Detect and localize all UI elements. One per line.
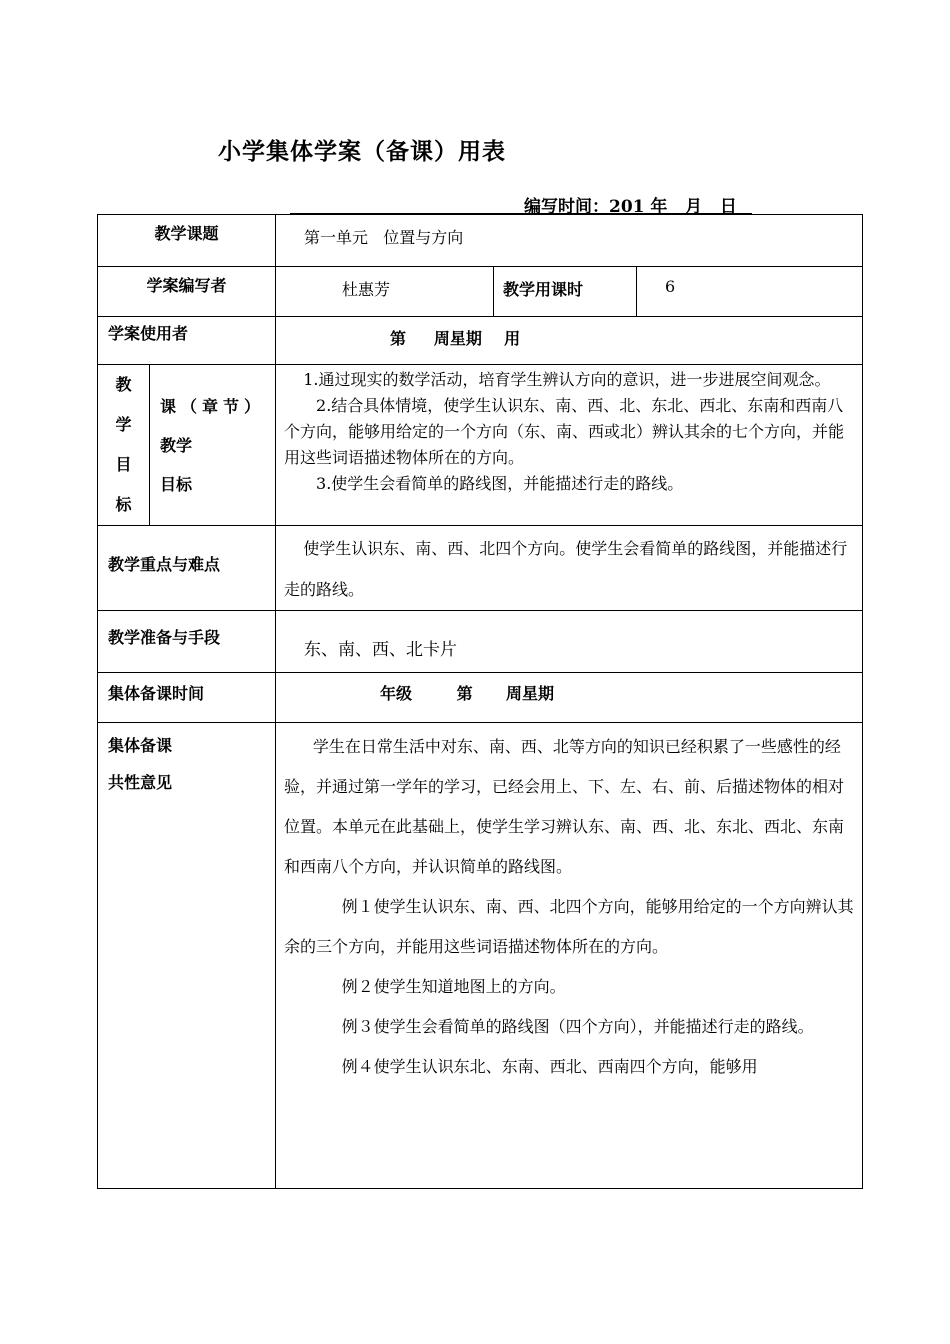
sub-label-line: 教学 — [160, 436, 193, 455]
opinion-paragraph: 例３使学生会看简单的路线图（四个方向），并能描述行走的路线。 — [341, 1017, 814, 1036]
topic-label: 教学课题 — [98, 215, 276, 267]
goals-vertical-label — [98, 365, 150, 526]
vertical-char: 标 — [115, 495, 132, 514]
document-title: 小学集体学案（备课）用表 — [218, 138, 506, 165]
row-prep — [98, 611, 863, 673]
opinion-paragraph: 例４使学生认识东北、东南、西北、西南四个方向，能够用 — [341, 1057, 758, 1076]
author-value: 杜惠芳 — [276, 267, 494, 317]
user-value: 第 周星期 用 — [276, 317, 863, 365]
user-label: 学案使用者 — [98, 317, 276, 365]
hours-label: 教学用课时 — [494, 267, 637, 317]
row-author — [98, 267, 863, 317]
lesson-plan-table — [97, 214, 863, 1189]
opinion-label-line: 集体备课 — [108, 736, 173, 755]
goal-item: 3.使学生会看简单的路线图，并能描述行走的路线。 — [316, 474, 684, 493]
prep-label: 教学准备与手段 — [98, 611, 276, 673]
prep-time-label: 集体备课时间 — [98, 673, 276, 723]
key-points-text: 使学生认识东、南、西、北四个方向。使学生会看简单的路线图，并能描述行走的路线。 — [284, 539, 848, 599]
prep-value: 东、南、西、北卡片 — [276, 611, 863, 673]
row-opinion — [98, 723, 863, 1189]
opinion-paragraph: 学生在日常生活中对东、南、西、北等方向的知识已经积累了一些感性的经验，并通过第一学年的学习，已经会用上、下、左、右、前、后描述物体的相对位置。本单元在此基础上，使学生学习辨认东、南、西、北、东北、西北、东南和西南八个方向，并认识简单的路线图。 — [284, 737, 845, 876]
sub-label-line: 课（章节） — [160, 397, 266, 416]
hours-value: 6 — [637, 267, 863, 317]
vertical-char: 目 — [115, 455, 132, 474]
opinion-paragraph: 例１使学生认识东、南、西、北四个方向，能够用给定的一个方向辨认其余的三个方向，并能用这些词语描述物体所在的方向。 — [284, 897, 854, 956]
author-label: 学案编写者 — [98, 267, 276, 317]
row-prep-time — [98, 673, 863, 723]
opinion-label — [98, 723, 276, 1189]
date-line: 编写时间：201 年 月 日 — [524, 197, 737, 217]
key-points-value — [276, 526, 863, 611]
row-key-points — [98, 526, 863, 611]
topic-value: 第一单元 位置与方向 — [276, 215, 863, 267]
prep-time-value: 年级 第 周星期 — [276, 673, 863, 723]
opinion-paragraph: 例２使学生知道地图上的方向。 — [341, 977, 566, 996]
opinion-content — [276, 723, 863, 1189]
goals-content — [276, 365, 863, 526]
goals-sub-label — [150, 365, 276, 526]
key-points-label: 教学重点与难点 — [98, 526, 276, 611]
vertical-char: 学 — [115, 415, 132, 434]
row-goals — [98, 365, 863, 526]
vertical-char: 教 — [115, 375, 132, 394]
row-user — [98, 317, 863, 365]
sub-label-line: 目标 — [160, 475, 193, 494]
goal-item: 1.通过现实的数学活动，培育学生辨认方向的意识，进一步进展空间观念。 — [303, 370, 831, 389]
goal-item: 2.结合具体情境，使学生认识东、南、西、北、东北、西北、东南和西南八个方向，能够用给定的一个方向（东、南、西或北）辨认其余的七个方向，并能用这些词语描述物体所在的方向。 — [284, 396, 845, 467]
row-topic — [98, 215, 863, 267]
opinion-label-line: 共性意见 — [108, 773, 173, 792]
